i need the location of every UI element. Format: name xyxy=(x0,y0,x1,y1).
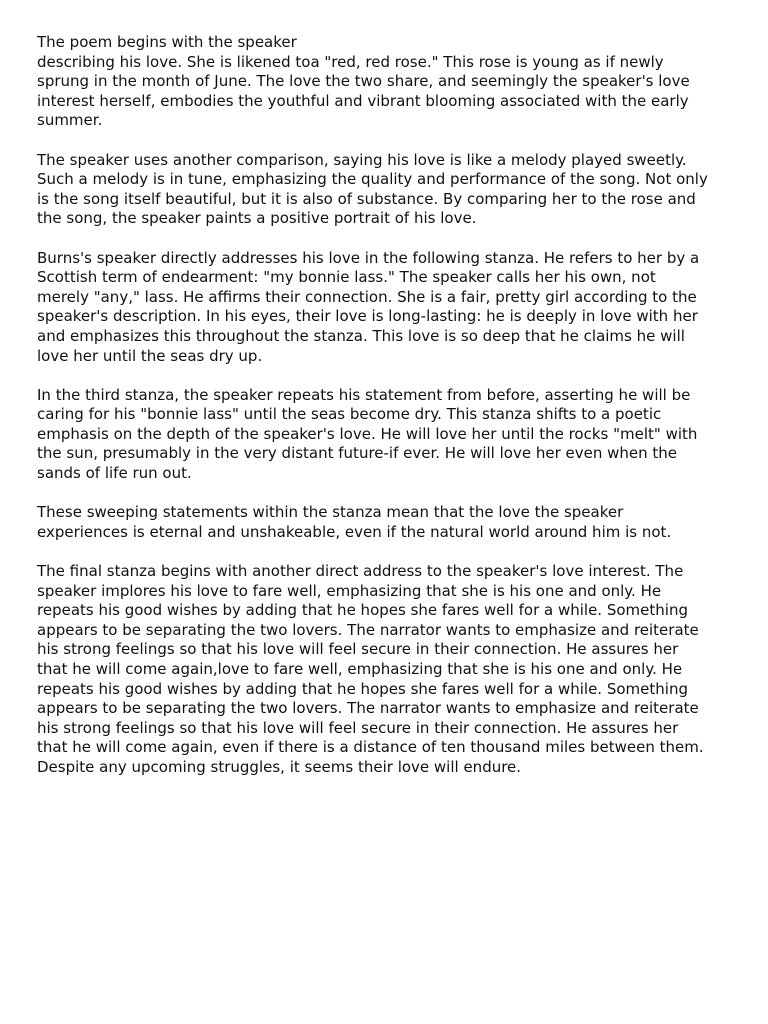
text-line: The final stanza begins with another direct address to the speaker's love interest. The xyxy=(37,562,684,581)
text-line: These sweeping statements within the stanza mean that the love the speaker xyxy=(37,503,624,522)
text-line: Despite any upcoming struggles, it seems their love will endure. xyxy=(37,757,522,776)
text-line: the song, the speaker paints a positive portrait of his love. xyxy=(37,209,477,228)
text-line: speaker implores his love to fare well, emphasizing that she is his one and only. He xyxy=(37,581,662,600)
paragraph xyxy=(37,151,737,229)
text-line: interest herself, embodies the youthful and vibrant blooming associated with the early xyxy=(37,91,689,110)
text-line: his strong feelings so that his love will feel secure in their connection. He assures her xyxy=(37,640,679,659)
text-line: The speaker uses another comparison, saying his love is like a melody played sweetly. xyxy=(37,150,687,169)
text-line: speaker's description. In his eyes, their love is long-lasting: he is deeply in love with her xyxy=(37,307,698,326)
paragraph xyxy=(37,562,737,778)
text-line: is the song itself beautiful, but it is also of substance. By comparing her to the rose and xyxy=(37,189,696,208)
text-line: Burns's speaker directly addresses his love in the following stanza. He refers to her by a xyxy=(37,248,700,267)
text-line: love her until the seas dry up. xyxy=(37,346,263,365)
text-line: merely "any," lass. He affirms their connection. She is a fair, pretty girl according to the xyxy=(37,287,697,306)
text-line: experiences is eternal and unshakeable, even if the natural world around him is not. xyxy=(37,522,672,541)
text-line: his strong feelings so that his love will feel secure in their connection. He assures her xyxy=(37,718,679,737)
text-line: the sun, presumably in the very distant future-if ever. He will love her even when the xyxy=(37,444,678,463)
text-line: emphasis on the depth of the speaker's love. He will love her until the rocks "melt" with xyxy=(37,424,698,443)
text-line: caring for his "bonnie lass" until the seas become dry. This stanza shifts to a poetic xyxy=(37,405,662,424)
text-line: The poem begins with the speaker xyxy=(37,33,297,51)
document-body xyxy=(37,33,737,797)
text-line: In the third stanza, the speaker repeats his statement from before, asserting he will be xyxy=(37,385,691,404)
paragraph xyxy=(37,503,737,542)
text-line: repeats his good wishes by adding that he hopes she fares well for a while. Something xyxy=(37,679,688,698)
paragraph xyxy=(37,33,737,131)
text-line: Scottish term of endearment: "my bonnie lass." The speaker calls her his own, not xyxy=(37,268,656,287)
paragraph xyxy=(37,386,737,484)
text-line: sprung in the month of June. The love the two share, and seemingly the speaker's love xyxy=(37,72,690,91)
text-line: that he will come again,love to fare well, emphasizing that she is his one and only. He xyxy=(37,660,683,678)
text-line: describing his love. She is likened toa "red, red rose." This rose is young as if newly xyxy=(37,52,664,71)
text-line: summer. xyxy=(37,111,103,130)
text-line: repeats his good wishes by adding that he hopes she fares well for a while. Something xyxy=(37,601,688,620)
text-line: sands of life run out. xyxy=(37,464,192,483)
text-line: appears to be separating the two lovers. The narrator wants to emphasize and reiterate xyxy=(37,699,699,718)
text-line: Such a melody is in tune, emphasizing the quality and performance of the song. Not only xyxy=(37,170,708,189)
text-line: that he will come again, even if there is a distance of ten thousand miles between them. xyxy=(37,738,704,757)
paragraph xyxy=(37,249,737,367)
text-line: and emphasizes this throughout the stanza. This love is so deep that he claims he will xyxy=(37,326,685,345)
text-line: appears to be separating the two lovers. The narrator wants to emphasize and reiterate xyxy=(37,620,699,639)
